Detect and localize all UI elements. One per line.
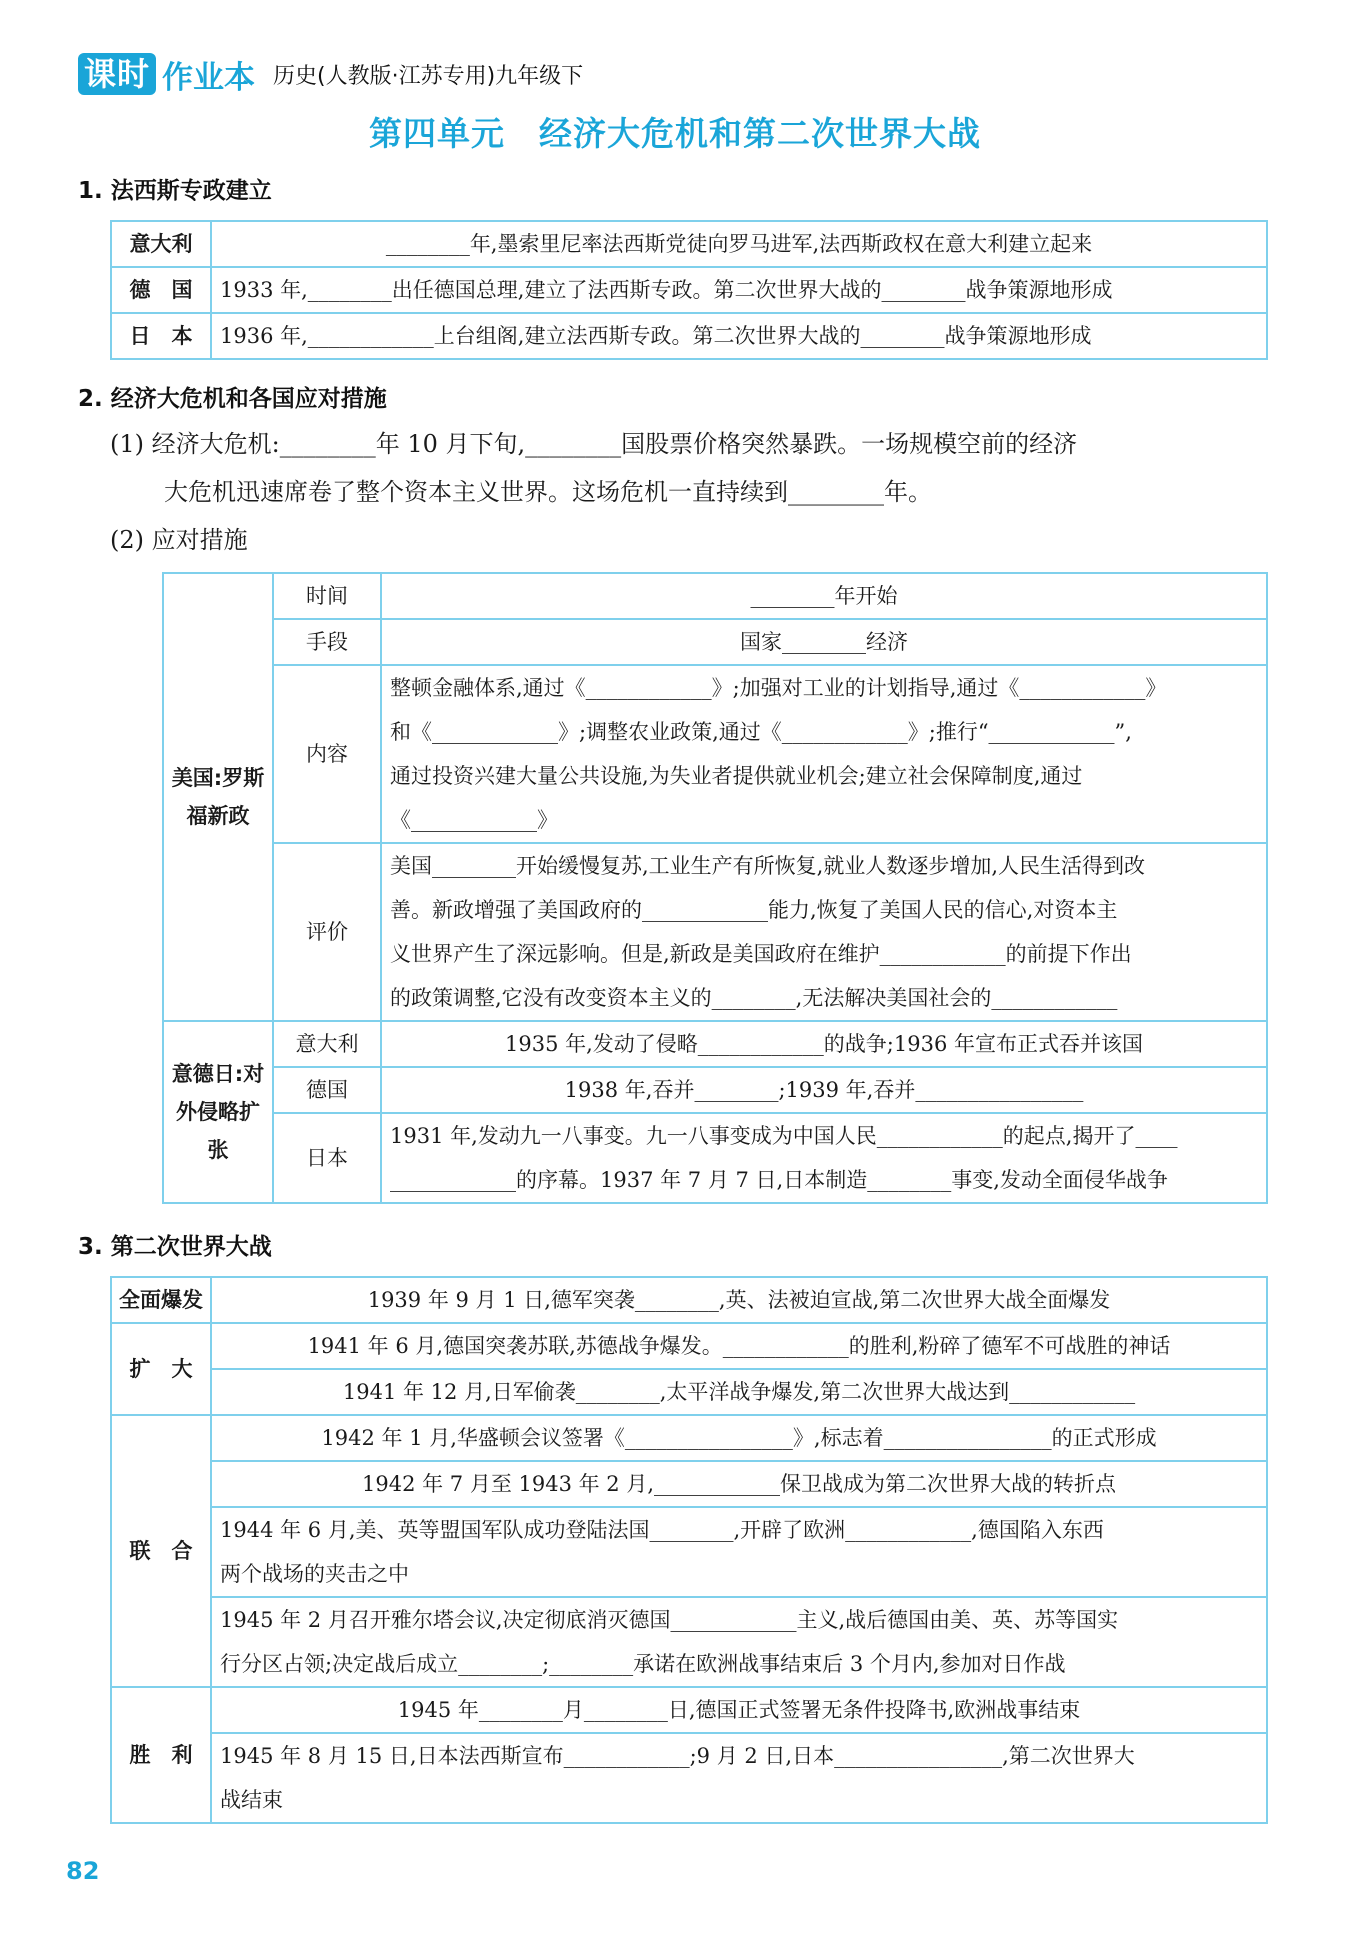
row-label: 意大利 — [111, 221, 211, 267]
victory-text — [211, 1733, 1267, 1823]
victory-line: 1945 年 8 月 15 日,日本法西斯宣布____________;9 月 2 日,日本________________,第二次世界大 — [220, 1744, 1135, 1768]
table-row — [111, 267, 1267, 313]
eval-line: 善。新政增强了美国政府的____________能力,恢复了美国人民的信心,对资本主 — [390, 898, 1118, 922]
italy-text: 1935 年,发动了侵略____________的战争;1936 年宣布正式吞并该国 — [381, 1021, 1267, 1067]
expand-text: 1941 年 12 月,日军偷袭________,太平洋战争爆发,第二次世界大战达到____________ — [211, 1369, 1267, 1415]
japan-text — [381, 1113, 1267, 1203]
section-1-title: 1. 法西斯专政建立 — [78, 178, 272, 204]
victory-label: 胜 利 — [111, 1687, 211, 1823]
germany-label: 德国 — [273, 1067, 381, 1113]
table-row — [111, 1687, 1267, 1733]
table-row — [163, 1113, 1267, 1203]
table-row — [163, 1067, 1267, 1113]
measures-table — [162, 572, 1268, 1204]
table-row — [111, 1369, 1267, 1415]
eval-text — [381, 843, 1267, 1021]
eval-line: 义世界产生了深远影响。但是,新政是美国政府在维护____________的前提下作出 — [390, 942, 1132, 966]
alliance-line: 行分区占领;决定战后成立________;________承诺在欧洲战事结束后 3 个月内,参加对日作战 — [220, 1652, 1066, 1676]
row-text: ________年,墨索里尼率法西斯党徒向罗马进军,法西斯政权在意大利建立起来 — [211, 221, 1267, 267]
eval-label: 评价 — [273, 843, 381, 1021]
table-row — [111, 1597, 1267, 1687]
alliance-text: 1942 年 7 月至 1943 年 2 月,____________保卫战成为第二次世界大战的转折点 — [211, 1461, 1267, 1507]
table-row — [163, 843, 1267, 1021]
eval-line: 美国________开始缓慢复苏,工业生产有所恢复,就业人数逐步增加,人民生活得到改 — [390, 854, 1146, 878]
outbreak-text: 1939 年 9 月 1 日,德军突袭________,英、法被迫宣战,第二次世界大战全面爆发 — [211, 1277, 1267, 1323]
ww2-table — [110, 1276, 1268, 1824]
row-text: 1933 年,________出任德国总理,建立了法西斯专政。第二次世界大战的________战争策源地形成 — [211, 267, 1267, 313]
japan-label: 日本 — [273, 1113, 381, 1203]
table-row — [111, 313, 1267, 359]
table-row — [111, 221, 1267, 267]
row-label: 德 国 — [111, 267, 211, 313]
alliance-line: 两个战场的夹击之中 — [220, 1562, 409, 1586]
table-row — [163, 1021, 1267, 1067]
content-label: 内容 — [273, 665, 381, 843]
content-text — [381, 665, 1267, 843]
expand-text: 1941 年 6 月,德国突袭苏联,苏德战争爆发。____________的胜利,粉碎了德军不可战胜的神话 — [211, 1323, 1267, 1369]
table-row — [111, 1323, 1267, 1369]
page-number: 82 — [66, 1857, 100, 1885]
content-line: 和《____________》;调整农业政策,通过《____________》;推行“____________”, — [390, 720, 1132, 744]
table-row — [111, 1507, 1267, 1597]
means-text: 国家________经济 — [381, 619, 1267, 665]
alliance-line: 1944 年 6 月,美、英等盟国军队成功登陆法国________,开辟了欧洲____________,德国陷入东西 — [220, 1518, 1104, 1542]
measures-heading: (2) 应对措施 — [110, 526, 248, 554]
italy-label: 意大利 — [273, 1021, 381, 1067]
section-2-title: 2. 经济大危机和各国应对措施 — [78, 386, 387, 412]
book-name: 作业本 — [162, 59, 256, 96]
table-row — [163, 573, 1267, 619]
row-label: 日 本 — [111, 313, 211, 359]
section-3-title: 3. 第二次世界大战 — [78, 1234, 272, 1260]
book-subject: 历史(人教版·江苏专用)九年级下 — [273, 63, 584, 89]
row-text: 1936 年,____________上台组阁,建立法西斯专政。第二次世界大战的________战争策源地形成 — [211, 313, 1267, 359]
outbreak-label: 全面爆发 — [111, 1277, 211, 1323]
table-row — [111, 1277, 1267, 1323]
crisis-paragraph-line2: 大危机迅速席卷了整个资本主义世界。这场危机一直持续到________年。 — [164, 478, 932, 506]
japan-line: 1931 年,发动九一八事变。九一八事变成为中国人民____________的起点,揭开了____ — [390, 1124, 1178, 1148]
alliance-line: 1945 年 2 月召开雅尔塔会议,决定彻底消灭德国____________主义,战后德国由美、英、苏等国实 — [220, 1608, 1119, 1632]
time-label: 时间 — [273, 573, 381, 619]
eval-line: 的政策调整,它没有改变资本主义的________,无法解决美国社会的____________ — [390, 986, 1118, 1010]
unit-title: 第四单元 经济大危机和第二次世界大战 — [369, 114, 981, 153]
japan-line: ____________的序幕。1937 年 7 月 7 日,日本制造________事变,发动全面侵华战争 — [390, 1168, 1168, 1192]
alliance-text: 1942 年 1 月,华盛顿会议签署《________________》,标志着________________的正式形成 — [211, 1415, 1267, 1461]
table-row — [163, 665, 1267, 843]
crisis-paragraph-line1: (1) 经济大危机:________年 10 月下旬,________国股票价格突然暴跌。一场规模空前的经济 — [110, 430, 1078, 458]
table-row — [111, 1415, 1267, 1461]
alliance-label: 联 合 — [111, 1415, 211, 1687]
time-text: ________年开始 — [381, 573, 1267, 619]
book-logo: 课时 — [78, 53, 156, 95]
means-label: 手段 — [273, 619, 381, 665]
usa-label: 美国:罗斯福新政 — [163, 573, 273, 1021]
expand-label: 扩 大 — [111, 1323, 211, 1415]
axis-label: 意德日:对外侵略扩张 — [163, 1021, 273, 1203]
germany-text: 1938 年,吞并________;1939 年,吞并________________ — [381, 1067, 1267, 1113]
book-header — [78, 52, 583, 96]
table-row — [163, 619, 1267, 665]
victory-line: 战结束 — [220, 1788, 283, 1812]
table-row — [111, 1461, 1267, 1507]
alliance-text — [211, 1597, 1267, 1687]
alliance-text — [211, 1507, 1267, 1597]
victory-text: 1945 年________月________日,德国正式签署无条件投降书,欧洲战事结束 — [211, 1687, 1267, 1733]
fascism-table — [110, 220, 1268, 360]
table-row — [111, 1733, 1267, 1823]
content-line: 《____________》 — [390, 808, 558, 832]
content-line: 整顿金融体系,通过《____________》;加强对工业的计划指导,通过《____________》 — [390, 676, 1167, 700]
content-line: 通过投资兴建大量公共设施,为失业者提供就业机会;建立社会保障制度,通过 — [390, 764, 1083, 788]
